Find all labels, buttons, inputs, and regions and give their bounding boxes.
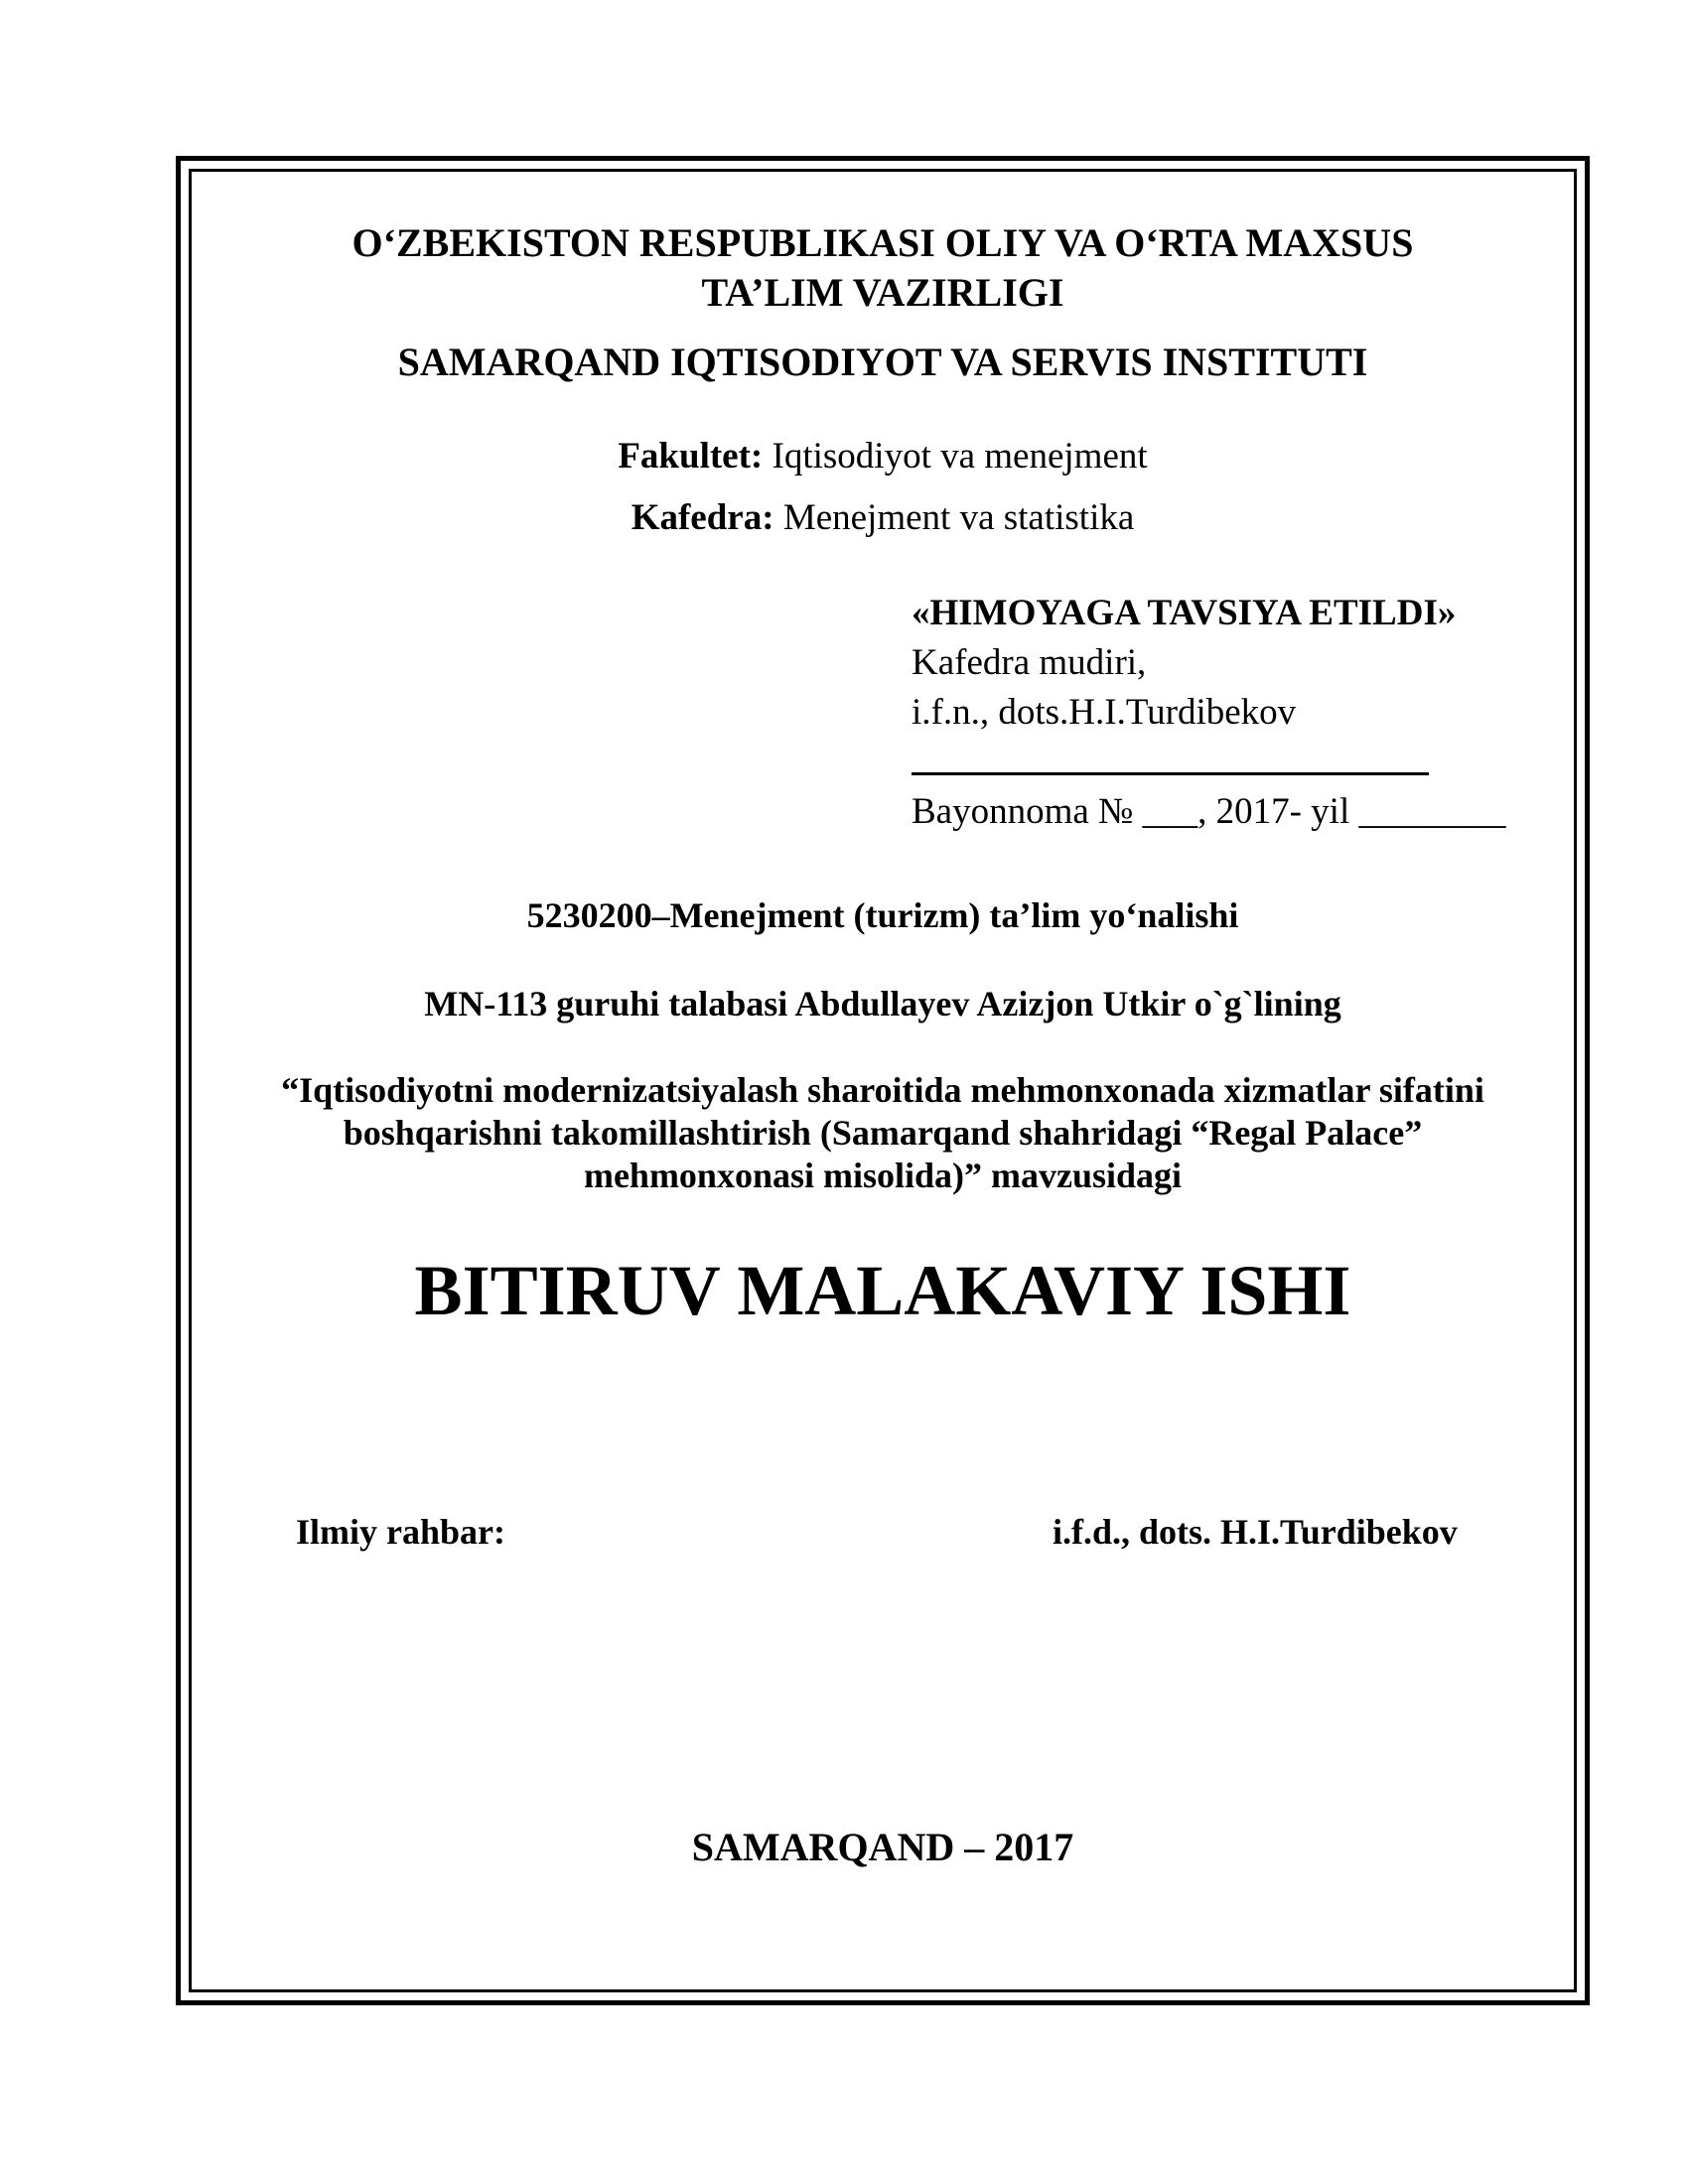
approval-block	[912, 589, 1547, 837]
department-value: Menejment va statistika	[774, 497, 1135, 538]
approval-position: Kafedra mudiri,	[912, 642, 1147, 683]
ministry-heading	[189, 218, 1577, 318]
approval-head-name: i.f.n., dots.H.I.Turdibekov	[912, 692, 1297, 733]
advisor-name: i.f.d., dots. H.I.Turdibekov	[1053, 1512, 1458, 1552]
faculty-value: Iqtisodiyot va menejment	[763, 436, 1148, 477]
approval-title: «HIMOYAGA TAVSIYA ETILDI»	[912, 593, 1457, 633]
faculty-label: Fakultet:	[618, 436, 764, 477]
department-label: Kafedra:	[631, 497, 774, 538]
ministry-line-2: TA’LIM VAZIRLIGI	[701, 270, 1064, 315]
advisor-label: Ilmiy rahbar:	[296, 1512, 505, 1552]
topic-line-2: boshqarishni takomillashtirish (Samarqand shahridagi “Regal Palace”	[343, 1113, 1423, 1153]
ministry-line-1: O‘ZBEKISTON RESPUBLIKASI OLIY VA O‘RTA MAXSUS	[352, 220, 1414, 265]
city-year: SAMARQAND – 2017	[691, 1825, 1074, 1869]
topic-line-3: mehmonxonasi misolida)” mavzusidagi	[583, 1156, 1183, 1195]
work-title: BITIRUV MALAKAVIY ISHI	[414, 1251, 1351, 1330]
topic-line-1: “Iqtisodiyotni modernizatsiyalash sharoitida mehmonxonada xizmatlar sifatini	[281, 1070, 1484, 1110]
thesis-topic	[228, 1069, 1537, 1197]
department-line	[189, 493, 1577, 543]
signature-line	[912, 772, 1429, 775]
approval-protocol: Bayonnoma № ___, 2017- yil ________	[912, 791, 1506, 832]
institute-heading: SAMARQAND IQTISODIYOT VA SERVIS INSTITUTI	[397, 340, 1368, 384]
faculty-line	[189, 432, 1577, 481]
student-line: MN-113 guruhi talabasi Abdullayev Azizjon Utkir o`g`lining	[424, 984, 1341, 1024]
study-direction: 5230200–Menejment (turizm) ta’lim yo‘nalishi	[526, 895, 1239, 935]
